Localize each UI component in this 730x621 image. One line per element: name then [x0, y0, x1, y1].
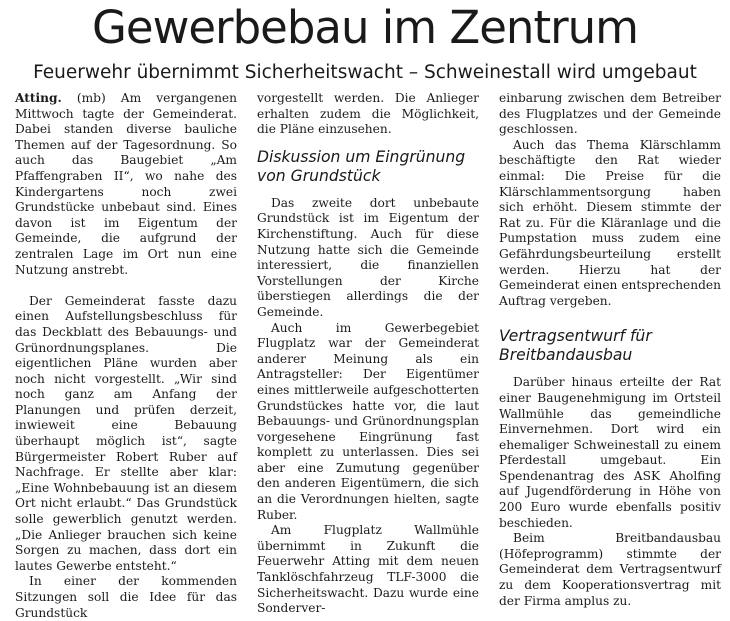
subheadline: Feuerwehr übernimmt Sicherheitswacht – Schweinestall wird umgebaut: [33, 62, 697, 83]
paragraph: Darüber hinaus erteilte der Rat einer Baugenehmigung im Ortsteil Wallmühle das gemeindliche Einvernehmen. Dort wird ein ehemaliger Schweinestall zu einem Pferdestall umgebaut. Ein Spendenantrag des ASK Aholfing auf Jugendförderung in Höhe von 200 Euro wurde ebenfalls positiv beschieden.: [499, 375, 721, 530]
section-heading: Vertragsentwurf für Breitbandausbau: [499, 327, 652, 365]
paragraph: vorgestellt werden. Die Anlieger erhalten zudem die Möglichkeit, die Pläne einzusehen.: [257, 91, 479, 137]
paragraph: Der Gemeinderat fasste dazu einen Aufstellungsbeschluss für das Deckblatt des Bebauungs- und Grünordnungsplanes. Die eigentlichen Pläne wurden aber noch nicht vorgestellt. „Wir sind noch ganz am Anfang der Planungen und prüfen derzeit, inwieweit eine Bebauung überhaupt möglich ist“, sagte Bürgermeister Robert Ruber auf Nachfrage. Er stellte aber klar: „Eine Wohnbebauung ist an diesem Ort nicht erlaubt.“ Das Grundstück solle gewerblich genutzt werden. „Die Anlieger brauchen sich keine Sorgen zu machen, dass dort ein lautes Gewerbe entsteht.“: [15, 293, 237, 573]
paragraph: Beim Breitbandausbau (Höfeprogramm) stimmte der Gemeinderat dem Vertragsentwurf zu dem Kooperationsvertrag mit der Firma amplus zu.: [499, 531, 721, 608]
paragraph: [15, 91, 237, 278]
paragraph: In einer der kommenden Sitzungen soll die Idee für das Grundstück: [15, 574, 237, 620]
paragraph: Das zweite dort unbebaute Grundstück ist im Eigentum der Kirchenstiftung. Auch für diese Nutzung hatte sich die Gemeinde interessiert, die finanziellen Vorstellungen der Kirche überstiegen allerdings die der Gemeinde.: [257, 195, 479, 319]
paragraph: einbarung zwischen dem Betreiber des Flugplatzes und der Gemeinde geschlossen.: [499, 91, 721, 137]
dateline: Atting.: [15, 91, 62, 105]
column-1: [15, 91, 237, 621]
paragraph-text: (mb) Am vergangenen Mittwoch tagte der Gemeinderat. Dabei standen diverse bauliche Themen auf der Tagesordnung. So auch das Baugebiet „Am Pfaffengraben II“, wo nahe des Kindergartens noch zwei Grundstücke unbebaut sind. Eines davon ist im Eigentum der Gemeinde, die aufgrund der zentralen Lage im Ort nun eine Nutzung anstrebt.: [15, 91, 237, 277]
section-heading: Diskussion um Eingrünung von Grundstück: [257, 147, 466, 185]
headline: Gewerbebau im Zentrum: [92, 1, 638, 54]
paragraph: Auch im Gewerbegebiet Flugplatz war der Gemeinderat anderer Meinung als ein Antragsteller: Der Eigentümer eines mittlerweile aufgeschotterten Grundstückes hatte vor, die laut Bebauungs- und Grünordnungsplan vorgesehene Eingrünung fast komplett zu unterlassen. Dies sei aber eine Zumutung gegenüber den anderen Eigentümern, die sich an die Verordnungen hielten, sagte Ruber.: [257, 320, 479, 522]
paragraph: Am Flugplatz Wallmühle übernimmt in Zukunft die Feuerwehr Atting mit dem neuen Tanklöschfahrzeug TLF-3000 die Sicherheitswacht. Dazu wurde eine Sonderver-: [257, 523, 479, 616]
column-3: [499, 91, 721, 609]
column-2: [257, 91, 479, 617]
paragraph: Auch das Thema Klärschlamm beschäftigte den Rat wieder einmal: Die Preise für die Klärschlammentsorgung haben sich erhöht. Diesem stimmte der Rat zu. Für die Kläranlage und die Pumpstation muss zudem eine Gefährdungsbeurteilung erstellt werden. Hierzu hat der Gemeinderat einen entsprechenden Auftrag vergeben.: [499, 137, 721, 308]
